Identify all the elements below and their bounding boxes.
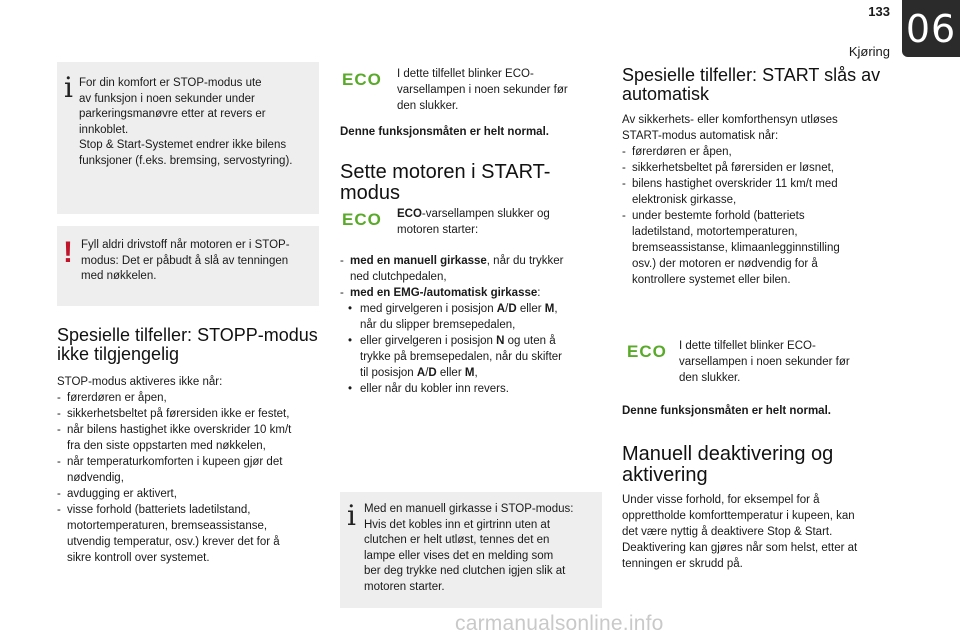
list-item: • eller når du kobler inn revers.: [340, 381, 602, 397]
list-item: - med en EMG-/automatisk girkasse: • med girvelgeren i posisjon A/D eller M, når du slipper bremsepedalen, • eller girvelgeren i posisjon N og uten å trykke på bremsepedalen, når du skifter til posisjon A/D eller M, • eller når du kobler inn revers.: [340, 285, 602, 397]
warning-icon: !: [63, 236, 73, 269]
heading-line: ikke tilgjengelig: [57, 344, 180, 364]
eco-start-note: ECO-varsellampen slukker og motoren starter:: [397, 208, 550, 236]
start-auto-intro: Av sikkerhets- eller komforthensyn utløses START-modus automatisk når:: [622, 114, 838, 142]
list-item: - med en manuell girkasse, når du trykker ned clutchpedalen,: [340, 253, 602, 285]
warning-line: modus: Det er påbudt å slå av tenningen: [81, 254, 289, 267]
heading-line: aktivering: [622, 464, 708, 486]
list-item: - førerdøren er åpen,: [622, 144, 892, 160]
warning-line: med nøkkelen.: [81, 270, 157, 282]
info-box-manual-gearbox: [340, 492, 602, 608]
list-item: - avdugging er aktivert,: [57, 486, 327, 502]
info-icon: i: [347, 499, 356, 532]
heading-line: modus: [340, 182, 401, 204]
info-line: innkoblet.: [79, 123, 129, 136]
info-line: clutchen er helt utløst, tennes det en: [364, 534, 550, 546]
stop-intro: STOP-modus aktiveres ikke når:: [57, 376, 223, 388]
normal-operation-note: Denne funksjonsmåten er helt normal.: [622, 405, 831, 417]
heading-start-auto: [622, 66, 892, 104]
list-item: - under bestemte forhold (batteriets ladetilstand, motortemperaturen, bremseassistanse, klimaanlegginnstilling osv.) der motoren er nødvendig for å kontrollere systemet eller bilen.: [622, 208, 892, 288]
list-item: - sikkerhetsbeltet på førersiden er løsnet,: [622, 160, 892, 176]
heading-line: Spesielle tilfeller: STOPP-modus: [57, 325, 318, 345]
info-box-stop-comfort: [57, 62, 319, 214]
manual-deactivation-paragraph: Under visse forhold, for eksempel for å opprettholde komforttemperatur i kupeen, kan det være nyttig å deaktivere Stop & Start. Deaktivering kan gjøres når som helst, etter at tenningen er skrudd på.: [622, 494, 858, 570]
list-item: - bilens hastighet overskrider 11 km/t med elektronisk girkasse,: [622, 176, 892, 208]
normal-operation-note: Denne funksjonsmåten er helt normal.: [340, 126, 549, 138]
heading-start-mode: [340, 162, 602, 204]
start-auto-conditions-list: [622, 144, 892, 288]
chapter-tab: [902, 0, 960, 57]
list-item: - visse forhold (batteriets ladetilstand, motortemperaturen, bremseassistanse, utvendig temperatur, osv.) krever det for å sikre kontroll over systemet.: [57, 502, 327, 566]
info-line: av funksjon i noen sekunder under: [79, 92, 255, 105]
eco-blink-note: I dette tilfellet blinker ECO- varsellampen i noen sekunder før den slukker.: [397, 68, 568, 112]
chapter-number: 06: [905, 6, 957, 51]
eco-indicator-icon: ECO: [342, 70, 382, 89]
heading-line: automatisk: [622, 84, 710, 104]
info-line: Stop & Start-Systemet endrer ikke bilens: [79, 139, 287, 151]
info-line: lampe eller vises det en melding som: [364, 549, 554, 562]
heading-line: Manuell deaktivering og: [622, 443, 834, 465]
eco-blink-note: I dette tilfellet blinker ECO- varsellampen i noen sekunder før den slukker.: [679, 340, 850, 384]
page-number: 133: [868, 4, 890, 19]
watermark: carmanualsonline.info: [455, 612, 664, 635]
info-line: parkeringsmanøvre etter at revers er: [79, 108, 266, 120]
list-item: - førerdøren er åpen,: [57, 390, 327, 406]
eco-indicator-icon: ECO: [627, 342, 667, 361]
auto-gearbox-sublist: [340, 301, 602, 397]
list-item: - sikkerhetsbeltet på førersiden ikke er festet,: [57, 406, 327, 422]
list-item: • eller girvelgeren i posisjon N og uten å trykke på bremsepedalen, når du skifter til posisjon A/D eller M,: [340, 333, 602, 381]
list-item: - når temperaturkomforten i kupeen gjør det nødvendig,: [57, 454, 327, 486]
warning-box-refuel: [57, 226, 319, 306]
info-icon: i: [64, 71, 73, 104]
list-item: - når bilens hastighet ikke overskrider 10 km/t fra den siste oppstarten med nøkkelen,: [57, 422, 327, 454]
info-line: For din komfort er STOP-modus ute: [79, 77, 262, 89]
info-line: ber deg trykke ned clutchen igjen slik at: [364, 565, 566, 577]
eco-indicator-icon: ECO: [342, 210, 382, 229]
stop-conditions-list: [57, 390, 327, 566]
heading-stop-unavailable: [57, 326, 327, 364]
heading-manual-deactivation: [622, 444, 892, 486]
warning-line: Fyll aldri drivstoff når motoren er i STOP-: [81, 239, 290, 251]
start-conditions-list: [340, 253, 602, 397]
info-line: motoren starter.: [364, 580, 445, 593]
chapter-label: Kjøring: [848, 44, 890, 59]
heading-line: Sette motoren i START-: [340, 161, 551, 183]
info-line: Med en manuell girkasse i STOP-modus:: [364, 503, 574, 515]
heading-line: Spesielle tilfeller: START slås av: [622, 65, 881, 85]
info-line: Hvis det kobles inn et girtrinn uten at: [364, 518, 551, 531]
info-line: funksjoner (f.eks. bremsing, servostyring).: [79, 154, 293, 167]
list-item: • med girvelgeren i posisjon A/D eller M, når du slipper bremsepedalen,: [340, 301, 602, 333]
